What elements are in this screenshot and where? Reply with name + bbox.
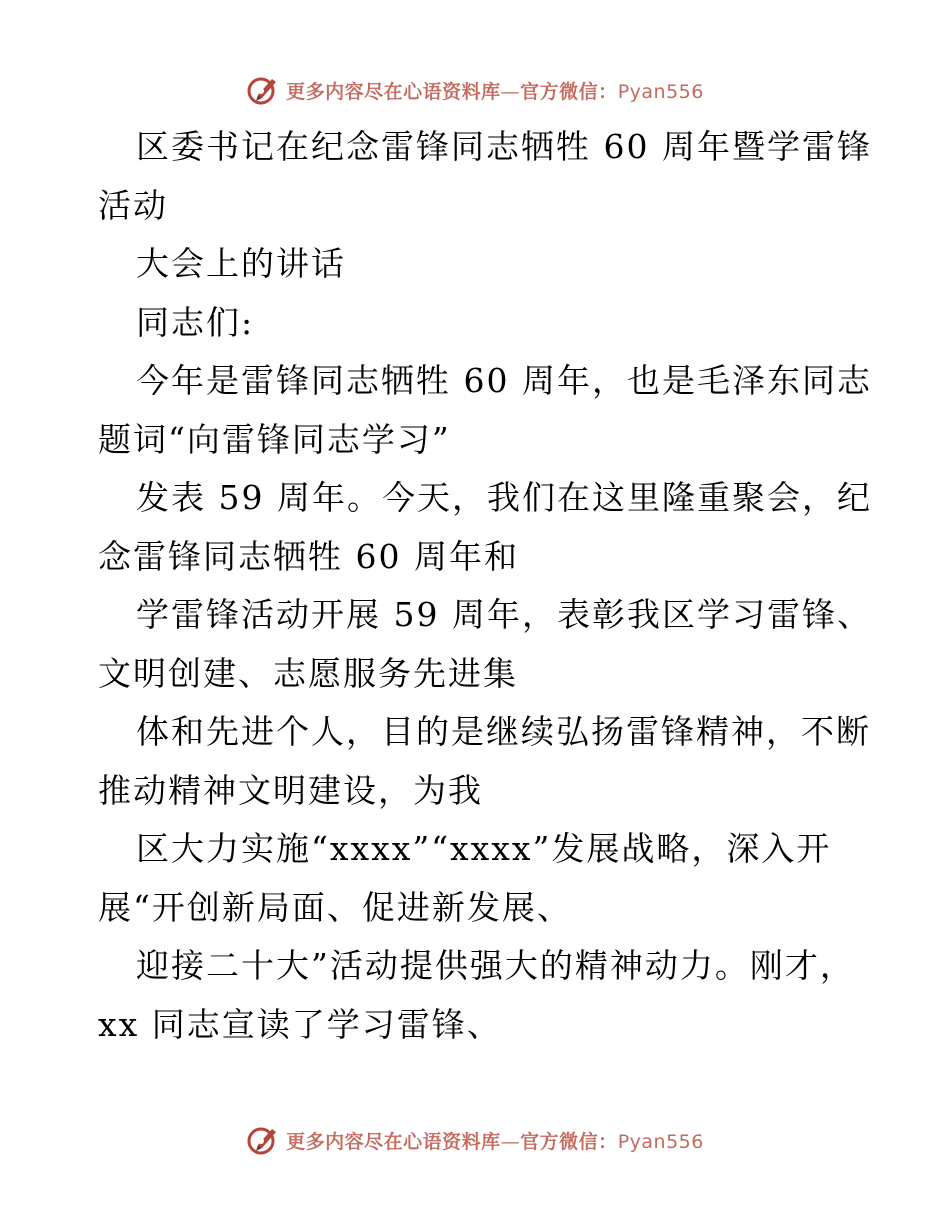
watermark-text: 更多内容尽在心语资料库 bbox=[286, 1130, 501, 1153]
text-line: 同志们: bbox=[136, 302, 255, 342]
text-line: 区大力实施“xxxx”“xxxx”发展战略，深入开 bbox=[136, 829, 832, 868]
text-line: 体和先进个人，目的是继续弘扬雷锋精神，不断 bbox=[136, 712, 871, 751]
text-line: 活动 bbox=[98, 185, 168, 225]
pen-nib-circle-icon bbox=[246, 1123, 280, 1157]
text-line: 区委书记在纪念雷锋同志牺牲 60 周年暨学雷锋 bbox=[136, 127, 872, 166]
pen-nib-circle-icon bbox=[246, 73, 280, 107]
text-line: 学雷锋活动开展 59 周年，表彰我区学习雷锋、 bbox=[136, 595, 872, 634]
text-line: 题词“向雷锋同志学习” bbox=[98, 419, 451, 459]
watermark-wechat-label: 官方微信： bbox=[520, 80, 618, 103]
text-line: 今年是雷锋同志牺牲 60 周年，也是毛泽东同志 bbox=[136, 361, 872, 400]
watermark-account: Pyan556 bbox=[617, 80, 704, 103]
footer-watermark bbox=[0, 1120, 950, 1160]
text-line: 念雷锋同志牺牲 60 周年和 bbox=[98, 536, 519, 576]
text-line: 发表 59 周年。今天，我们在这里隆重聚会，纪 bbox=[136, 478, 872, 517]
text-line: 展“开创新局面、促进新发展、 bbox=[98, 887, 572, 927]
text-line: 推动精神文明建设，为我 bbox=[98, 770, 483, 810]
document-body bbox=[98, 118, 872, 1054]
text-line: 文明创建、志愿服务先进集 bbox=[98, 653, 518, 693]
header-watermark bbox=[0, 70, 950, 110]
watermark-text: 更多内容尽在心语资料库 bbox=[286, 80, 501, 103]
watermark-dash: — bbox=[500, 80, 521, 103]
watermark-dash: — bbox=[500, 1130, 521, 1153]
text-line: xx 同志宣读了学习雷锋、 bbox=[98, 1004, 502, 1044]
watermark-account: Pyan556 bbox=[617, 1130, 704, 1153]
watermark-wechat-label: 官方微信： bbox=[520, 1130, 618, 1153]
text-line: 大会上的讲话 bbox=[136, 244, 346, 283]
text-line: 迎接二十大”活动提供强大的精神动力。刚才， bbox=[136, 946, 855, 985]
